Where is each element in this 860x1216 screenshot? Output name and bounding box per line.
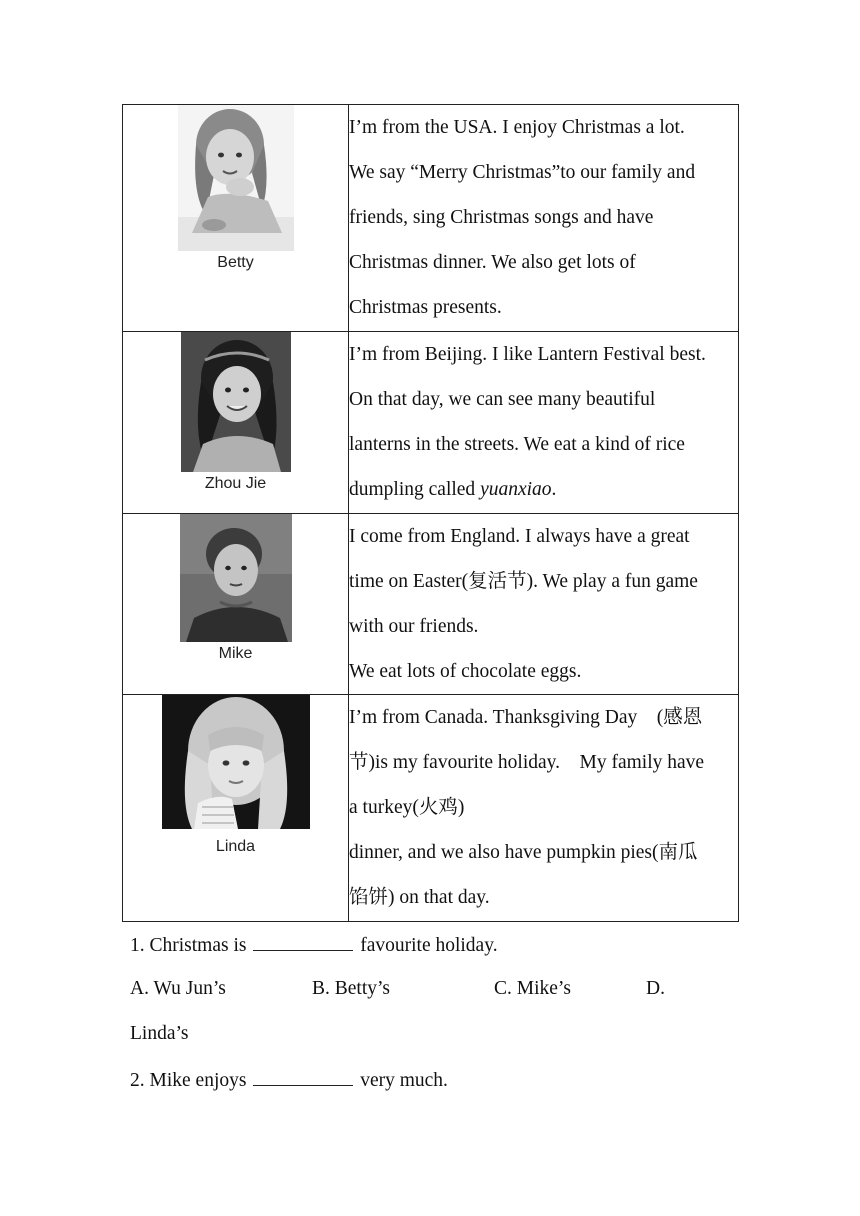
photo-cell	[123, 695, 349, 922]
description-cell	[349, 105, 739, 332]
description-line: I come from England. I always have a great	[349, 526, 690, 547]
question-text: favourite holiday.	[360, 935, 498, 956]
description-line: Christmas dinner. We also get lots of	[349, 252, 636, 273]
question-text: 1. Christmas is	[130, 935, 247, 956]
description-line: 节)is my favourite holiday. My family have	[349, 752, 705, 773]
description-line	[349, 467, 738, 512]
student-name: Mike	[218, 645, 253, 662]
description-line: lanterns in the streets. We eat a kind of rice	[349, 434, 685, 455]
option-d[interactable]: D.	[646, 978, 665, 999]
answer-blank[interactable]	[253, 932, 353, 951]
question-text: 2. Mike enjoys	[130, 1070, 247, 1091]
description-line: I’m from the USA. I enjoy Christmas a lot.	[349, 117, 685, 138]
description-text: dumpling called	[349, 479, 481, 500]
photo-cell	[123, 332, 349, 514]
boy-portrait-icon	[180, 514, 292, 642]
student-name: Zhou Jie	[204, 475, 267, 492]
description-line: a turkey(火鸡)	[349, 797, 465, 818]
description-line: with our friends.	[349, 616, 479, 637]
description-line: Christmas presents.	[349, 297, 502, 318]
girl-portrait-icon	[181, 332, 291, 472]
option-a[interactable]: A. Wu Jun’s	[130, 978, 226, 999]
photo-cell	[123, 105, 349, 332]
description-line: We say “Merry Christmas”to our family and	[349, 162, 696, 183]
description-line: 馅饼) on that day.	[349, 887, 490, 908]
student-name: Betty	[217, 254, 254, 271]
description-cell	[349, 514, 739, 695]
question-2	[130, 1067, 448, 1093]
description-cell	[349, 332, 739, 514]
table-row	[123, 105, 739, 332]
pinyin-word: yuanxiao	[480, 479, 552, 500]
option-b[interactable]: B. Betty’s	[312, 978, 391, 999]
mike-photo	[180, 514, 292, 664]
zhou-jie-photo	[181, 332, 291, 494]
description-line: I’m from Canada. Thanksgiving Day (感恩	[349, 707, 703, 728]
description-line: I’m from Beijing. I like Lantern Festival best.	[349, 344, 706, 365]
betty-photo	[178, 105, 294, 273]
table-row	[123, 332, 739, 514]
holiday-table	[122, 104, 739, 922]
student-name: Linda	[215, 838, 256, 855]
description-line: We eat lots of chocolate eggs.	[349, 661, 582, 682]
description-line: dinner, and we also have pumpkin pies(南瓜	[349, 842, 698, 863]
question-text: very much.	[360, 1070, 448, 1091]
linda-photo	[158, 695, 314, 857]
description-line: time on Easter(复活节). We play a fun game	[349, 571, 698, 592]
question-1	[130, 932, 498, 958]
girl-portrait-icon	[178, 105, 294, 251]
option-d-text[interactable]: Linda’s	[130, 1023, 189, 1044]
description-cell	[349, 695, 739, 922]
table-row	[123, 514, 739, 695]
description-line: On that day, we can see many beautiful	[349, 389, 656, 410]
description-line: friends, sing Christmas songs and have	[349, 207, 654, 228]
photo-cell	[123, 514, 349, 695]
answer-blank[interactable]	[253, 1067, 353, 1086]
girl-portrait-icon	[158, 695, 314, 835]
table-row	[123, 695, 739, 922]
description-text: .	[551, 479, 557, 500]
option-c[interactable]: C. Mike’s	[494, 978, 571, 999]
